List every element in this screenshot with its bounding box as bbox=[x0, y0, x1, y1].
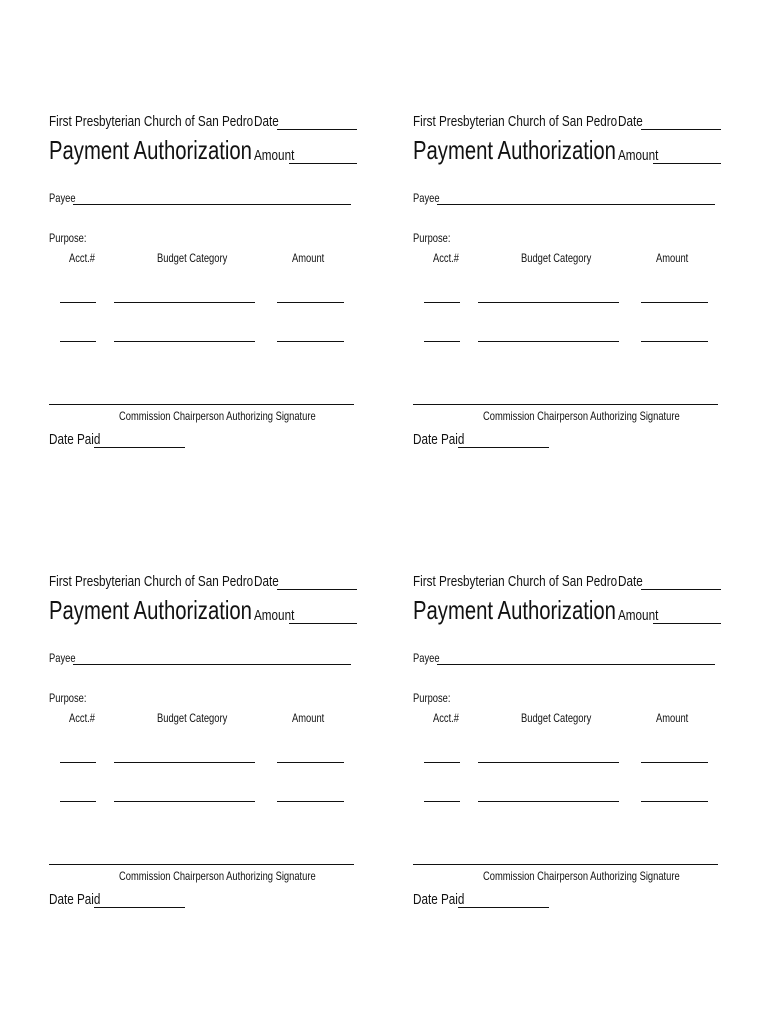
signature-label: Commission Chairperson Authorizing Signature bbox=[483, 409, 680, 423]
date-paid-label: Date Paid bbox=[49, 431, 101, 448]
budget-category-field-row-1[interactable] bbox=[114, 302, 255, 303]
date-label: Date bbox=[254, 113, 279, 130]
payee-field[interactable] bbox=[437, 664, 715, 665]
amount-field-row-1[interactable] bbox=[641, 302, 708, 303]
organization-name: First Presbyterian Church of San Pedro bbox=[49, 113, 254, 130]
purpose-label: Purpose: bbox=[49, 231, 87, 245]
date-paid-field[interactable] bbox=[94, 907, 185, 908]
amount-field-row-2[interactable] bbox=[641, 801, 708, 802]
amount-field[interactable] bbox=[289, 623, 357, 624]
amount-field[interactable] bbox=[653, 163, 721, 164]
payee-label: Payee bbox=[413, 651, 440, 665]
signature-label: Commission Chairperson Authorizing Signature bbox=[119, 409, 316, 423]
date-paid-label: Date Paid bbox=[413, 431, 465, 448]
budget-category-field-row-2[interactable] bbox=[478, 801, 619, 802]
signature-field[interactable] bbox=[49, 404, 354, 405]
purpose-label: Purpose: bbox=[413, 691, 451, 705]
amount-label: Amount bbox=[618, 147, 659, 164]
amount-field-row-2[interactable] bbox=[277, 341, 344, 342]
payment-authorization-form-3 bbox=[49, 573, 369, 933]
purpose-label: Purpose: bbox=[49, 691, 87, 705]
date-paid-label: Date Paid bbox=[413, 891, 465, 908]
acct-field-row-2[interactable] bbox=[424, 341, 460, 342]
budget-category-column-header: Budget Category bbox=[157, 251, 228, 265]
acct-field-row-1[interactable] bbox=[424, 302, 460, 303]
budget-category-field-row-1[interactable] bbox=[478, 302, 619, 303]
form-title: Payment Authorization bbox=[49, 595, 252, 625]
organization-name: First Presbyterian Church of San Pedro bbox=[413, 113, 618, 130]
date-label: Date bbox=[618, 113, 643, 130]
signature-field[interactable] bbox=[413, 864, 718, 865]
acct-field-row-2[interactable] bbox=[60, 341, 96, 342]
acct-field-row-1[interactable] bbox=[60, 762, 96, 763]
signature-field[interactable] bbox=[49, 864, 354, 865]
form-title: Payment Authorization bbox=[413, 135, 616, 165]
date-field[interactable] bbox=[641, 589, 721, 590]
budget-category-field-row-2[interactable] bbox=[114, 801, 255, 802]
date-label: Date bbox=[254, 573, 279, 590]
budget-category-column-header: Budget Category bbox=[521, 251, 592, 265]
budget-category-field-row-2[interactable] bbox=[478, 341, 619, 342]
amount-label: Amount bbox=[618, 607, 659, 624]
budget-category-column-header: Budget Category bbox=[157, 711, 228, 725]
date-field[interactable] bbox=[641, 129, 721, 130]
amount-field[interactable] bbox=[653, 623, 721, 624]
payee-label: Payee bbox=[49, 651, 76, 665]
acct-field-row-2[interactable] bbox=[60, 801, 96, 802]
signature-label: Commission Chairperson Authorizing Signature bbox=[119, 869, 316, 883]
amount-column-header: Amount bbox=[656, 711, 689, 725]
date-field[interactable] bbox=[277, 589, 357, 590]
payment-authorization-form-2 bbox=[413, 113, 733, 473]
acct-field-row-2[interactable] bbox=[424, 801, 460, 802]
signature-label: Commission Chairperson Authorizing Signature bbox=[483, 869, 680, 883]
payee-field[interactable] bbox=[437, 204, 715, 205]
payment-authorization-form-4 bbox=[413, 573, 733, 933]
purpose-label: Purpose: bbox=[413, 231, 451, 245]
amount-column-header: Amount bbox=[292, 711, 325, 725]
acct-field-row-1[interactable] bbox=[60, 302, 96, 303]
date-paid-field[interactable] bbox=[458, 907, 549, 908]
form-title: Payment Authorization bbox=[49, 135, 252, 165]
date-paid-field[interactable] bbox=[94, 447, 185, 448]
budget-category-field-row-1[interactable] bbox=[114, 762, 255, 763]
amount-field[interactable] bbox=[289, 163, 357, 164]
amount-field-row-1[interactable] bbox=[277, 302, 344, 303]
acct-field-row-1[interactable] bbox=[424, 762, 460, 763]
amount-column-header: Amount bbox=[292, 251, 325, 265]
date-paid-label: Date Paid bbox=[49, 891, 101, 908]
date-paid-field[interactable] bbox=[458, 447, 549, 448]
amount-field-row-1[interactable] bbox=[277, 762, 344, 763]
payment-authorization-form-1 bbox=[49, 113, 369, 473]
amount-label: Amount bbox=[254, 147, 295, 164]
date-label: Date bbox=[618, 573, 643, 590]
amount-label: Amount bbox=[254, 607, 295, 624]
organization-name: First Presbyterian Church of San Pedro bbox=[49, 573, 254, 590]
form-title: Payment Authorization bbox=[413, 595, 616, 625]
organization-name: First Presbyterian Church of San Pedro bbox=[413, 573, 618, 590]
signature-field[interactable] bbox=[413, 404, 718, 405]
budget-category-field-row-1[interactable] bbox=[478, 762, 619, 763]
acct-column-header: Acct.# bbox=[433, 711, 460, 725]
payee-label: Payee bbox=[49, 191, 76, 205]
acct-column-header: Acct.# bbox=[69, 711, 96, 725]
payee-field[interactable] bbox=[73, 664, 351, 665]
acct-column-header: Acct.# bbox=[69, 251, 96, 265]
amount-field-row-2[interactable] bbox=[277, 801, 344, 802]
amount-field-row-1[interactable] bbox=[641, 762, 708, 763]
budget-category-field-row-2[interactable] bbox=[114, 341, 255, 342]
payee-label: Payee bbox=[413, 191, 440, 205]
amount-column-header: Amount bbox=[656, 251, 689, 265]
amount-field-row-2[interactable] bbox=[641, 341, 708, 342]
date-field[interactable] bbox=[277, 129, 357, 130]
budget-category-column-header: Budget Category bbox=[521, 711, 592, 725]
acct-column-header: Acct.# bbox=[433, 251, 460, 265]
payee-field[interactable] bbox=[73, 204, 351, 205]
